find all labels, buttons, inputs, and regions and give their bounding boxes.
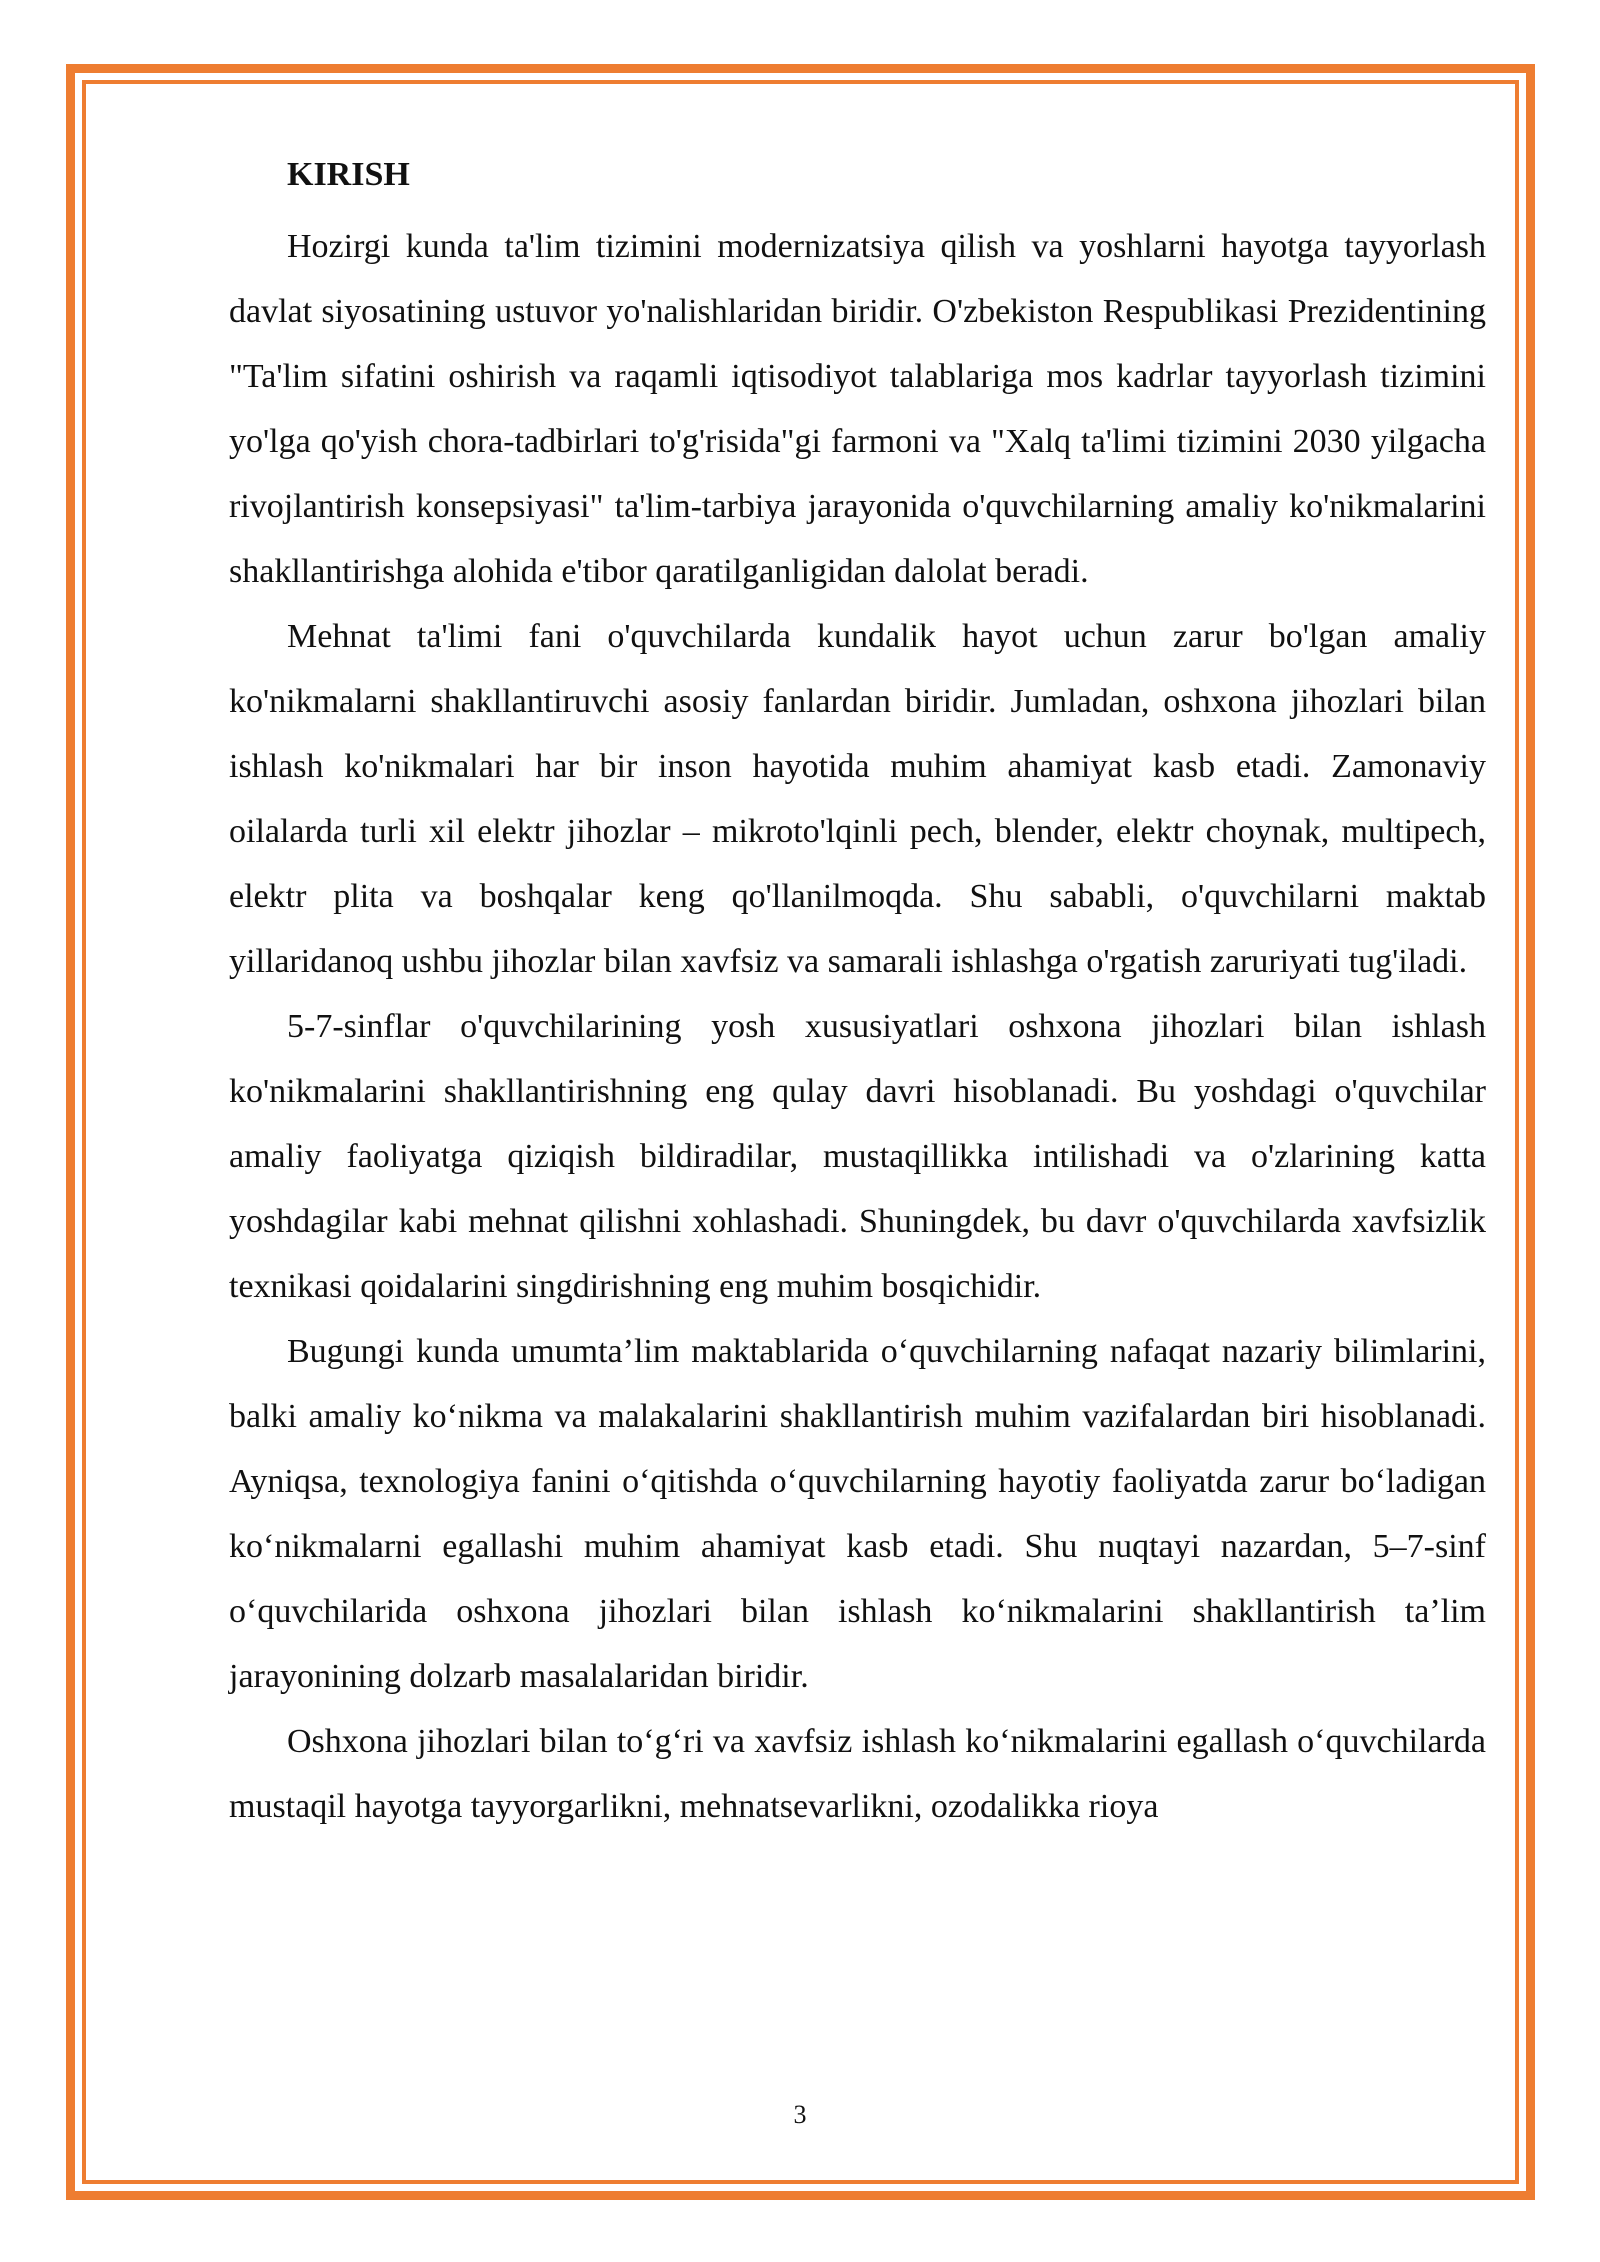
paragraph-1: Hozirgi kunda ta'lim tizimini modernizatsiya qilish va yoshlarni hayotga tayyorlash davlat siyosatining ustuvor yo'nalishlaridan biridir. O'zbekiston Respublikasi Prezidentining "Ta'lim sifatini oshirish va raqamli iqtisodiyot talablariga mos kadrlar tayyorlash tizimini yo'lga qo'yish chora-tadbirlari to'g'risida"gi farmoni va "Xalq ta'limi tizimini 2030 yilgacha rivojlantirish konsepsiyasi" ta'lim-tarbiya jarayonida o'quvchilarning amaliy ko'nikmalarini shakllantirishga alohida e'tibor qaratilganligidan dalolat beradi. xyxy=(229,228,1486,590)
paragraph-3: 5-7-sinflar o'quvchilarining yosh xususiyatlari oshxona jihozlari bilan ishlash ko'nikmalarini shakllantirishning eng qulay davri hisoblanadi. Bu yoshdagi o'quvchilar amaliy faoliyatga qiziqish bildiradilar, mustaqillikka intilishadi va o'zlarining katta yoshdagilar kabi mehnat qilishni xohlashadi. Shuningdek, bu davr o'quvchilarda xavfsizlik texnikasi qoidalarini singdirishning eng muhim bosqichidir. xyxy=(229,1008,1486,1305)
paragraph-2: Mehnat ta'limi fani o'quvchilarda kundalik hayot uchun zarur bo'lgan amaliy ko'nikmalarni shakllantiruvchi asosiy fanlardan biridir. Jumladan, oshxona jihozlari bilan ishlash ko'nikmalari har bir inson hayotida muhim ahamiyat kasb etadi. Zamonaviy oilalarda turli xil elektr jihozlar – mikroto'lqinli pech, blender, elektr choynak, multipech, elektr plita va boshqalar keng qo'llanilmoqda. Shu sababli, o'quvchilarni maktab yillaridanoq ushbu jihozlar bilan xavfsiz va samarali ishlashga o'rgatish zaruriyati tug'iladi. xyxy=(229,618,1486,980)
section-heading: KIRISH xyxy=(287,156,410,193)
page-number: 3 xyxy=(793,2100,807,2129)
document-body xyxy=(229,149,1486,1839)
paragraph-5: Oshxona jihozlari bilan to‘g‘ri va xavfsiz ishlash ko‘nikmalarini egallash o‘quvchilarda mustaqil hayotga tayyorgarlikni, mehnatsevarlikni, ozodalikka rioya xyxy=(229,1723,1486,1825)
paragraph-4: Bugungi kunda umumta’lim maktablarida o‘quvchilarning nafaqat nazariy bilimlarini, balki amaliy ko‘nikma va malakalarini shakllantirish muhim vazifalardan biri hisoblanadi. Ayniqsa, texnologiya fanini o‘qitishda o‘quvchilarning hayotiy faoliyatda zarur bo‘ladigan ko‘nikmalarni egallashi muhim ahamiyat kasb etadi. Shu nuqtayi nazardan, 5–7-sinf o‘quvchilarida oshxona jihozlari bilan ishlash ko‘nikmalarini shakllantirish ta’lim jarayonining dolzarb masalalaridan biridir. xyxy=(229,1333,1486,1695)
